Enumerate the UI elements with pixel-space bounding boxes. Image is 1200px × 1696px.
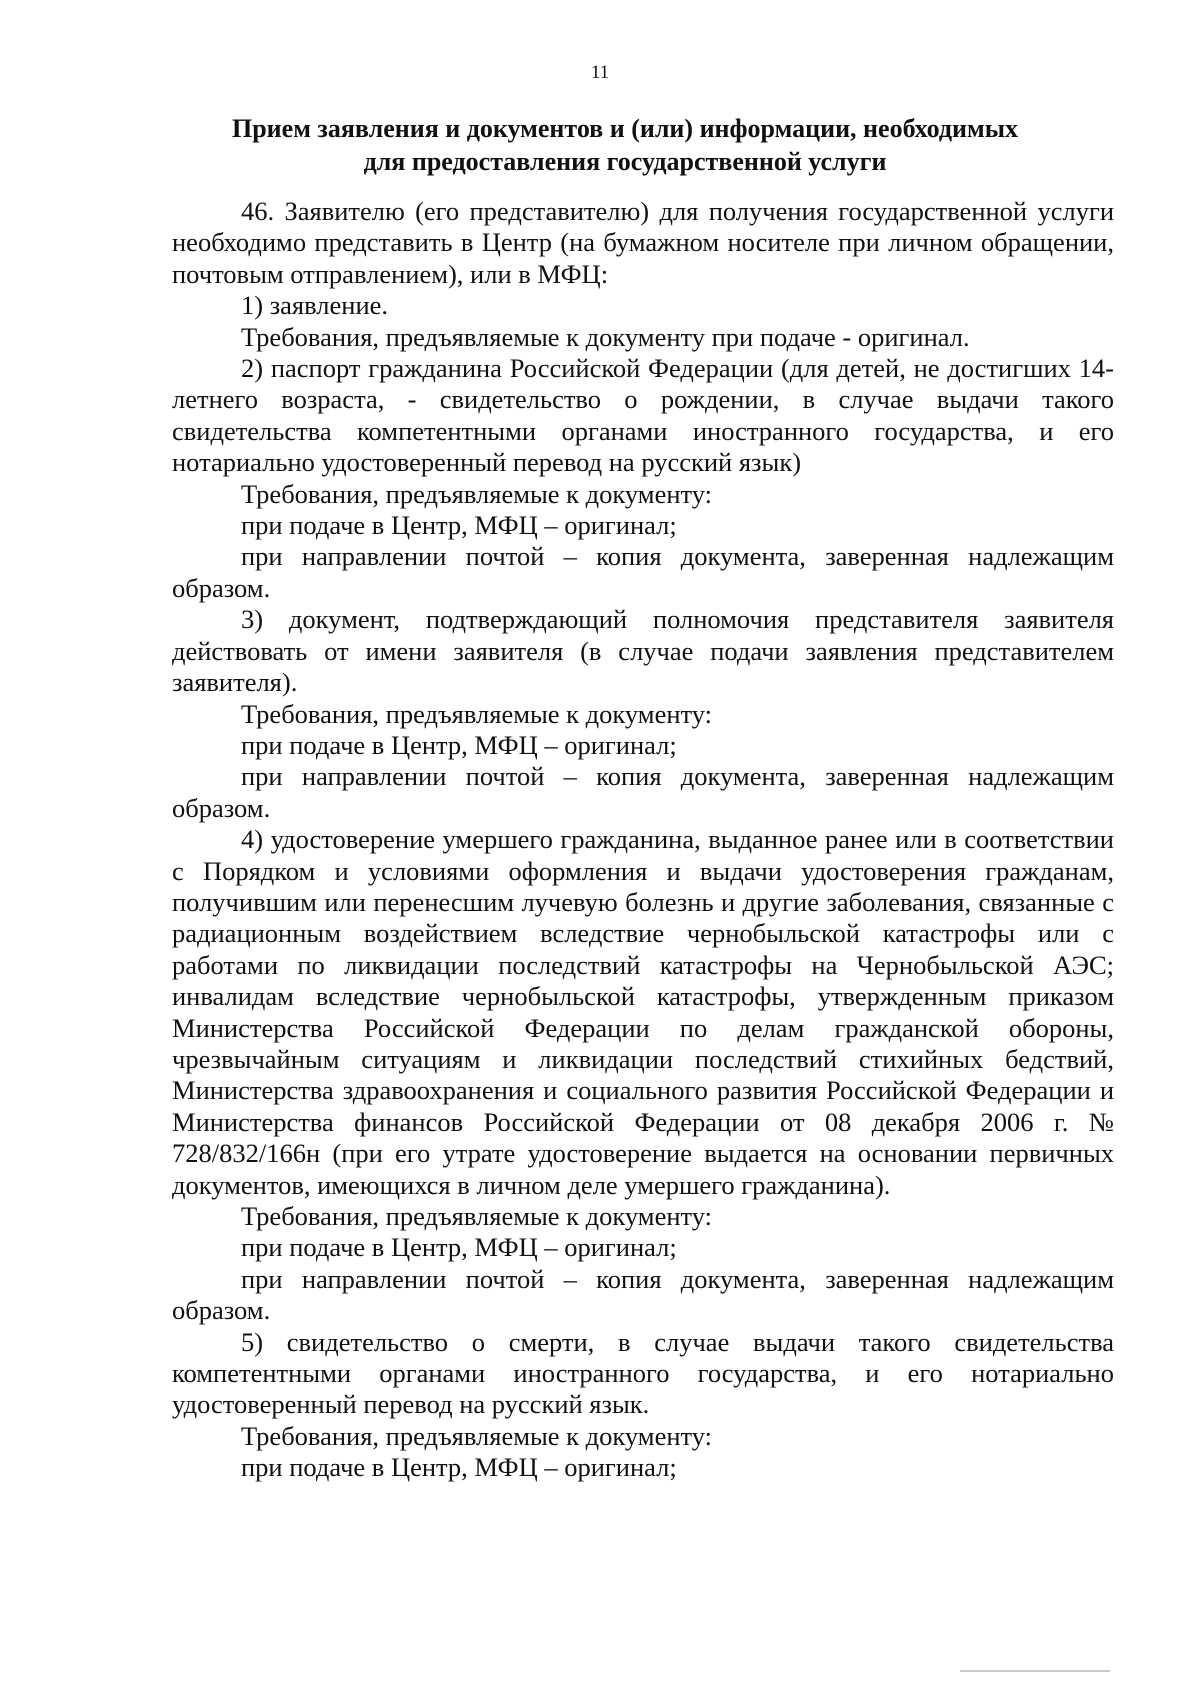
requirements-heading-item-5: Требования, предъявляемые к документу: [241, 1420, 713, 1451]
section-title [170, 112, 1080, 178]
item-1-application: 1) заявление. [241, 290, 389, 321]
requirement-in-person-item-3: при подаче в Центр, МФЦ – оригинал; [241, 729, 677, 760]
section-title-line-2: для предоставления государственной услуги [363, 147, 887, 176]
page-number: 11 [590, 62, 610, 83]
item-2-passport: 2) паспорт гражданина Российской Федерации (для детей, не достигших 14-летнего возраста, - свидетельство о рождении, в случае выдачи такого свидетельства компетентными органами иностранного государства, и его нотариально удостоверенный перевод на русский язык) [172, 353, 1114, 478]
section-title-line-1: Прием заявления и документов и (или) информации, необходимых [231, 114, 1018, 143]
document-body [172, 196, 1114, 1484]
item-3-authority-document: 3) документ, подтверждающий полномочия представителя заявителя действовать от имени заявителя (в случае подачи заявления представителем заявителя). [172, 604, 1114, 698]
requirement-in-person-item-2: при подаче в Центр, МФЦ – оригинал; [241, 510, 677, 541]
requirement-by-mail-item-2: при направлении почтой – копия документа, заверенная надлежащим образом. [172, 541, 1114, 603]
item-5-death-certificate: 5) свидетельство о смерти, в случае выдачи такого свидетельства компетентными органами иностранного государства, и его нотариально удостоверенный перевод на русский язык. [172, 1326, 1114, 1420]
requirement-by-mail-item-4: при направлении почтой – копия документа, заверенная надлежащим образом. [172, 1263, 1114, 1326]
requirements-item-1: Требования, предъявляемые к документу при подаче - оригинал. [241, 321, 970, 352]
requirements-heading-item-4: Требования, предъявляемые к документу: [241, 1201, 713, 1231]
requirement-in-person-item-4: при подаче в Центр, МФЦ – оригинал; [241, 1232, 677, 1263]
paragraph-46-intro: 46. Заявителю (его представителю) для получения государственной услуги необходимо представить в Центр (на бумажном носителе при личном обращении, почтовым отправлением), или в МФЦ: [172, 196, 1114, 289]
scan-edge-line [960, 1670, 1110, 1672]
item-4-certificate: 4) удостоверение умершего гражданина, выданное ранее или в соответствии с Порядком и условиями оформления и выдачи удостоверения гражданам, получившим или перенесшим лучевую болезнь и другие заболевания, связанные с радиационным воздействием вследствие чернобыльской катастрофы или с работами по ликвидации последствий катастрофы на Чернобыльской АЭС; инвалидам вследствие чернобыльской катастрофы, утвержденным приказом Министерства Российской Федерации по делам гражданской обороны, чрезвычайным ситуациям и ликвидации последствий стихийных бедствий, Министерства здравоохранения и социального развития Российской Федерации и Министерства финансов Российской Федерации от 08 декабря 2006 г. № 728/832/166н (при его утрате удостоверение выдается на основании первичных документов, имеющихся в личном деле умершего гражданина). [172, 824, 1114, 1200]
requirements-heading-item-3: Требования, предъявляемые к документу: [241, 698, 713, 729]
requirements-heading-item-2: Требования, предъявляемые к документу: [241, 478, 713, 509]
requirement-in-person-item-5: при подаче в Центр, МФЦ – оригинал; [241, 1452, 677, 1483]
requirement-by-mail-item-3: при направлении почтой – копия документа, заверенная надлежащим образом. [172, 761, 1114, 823]
